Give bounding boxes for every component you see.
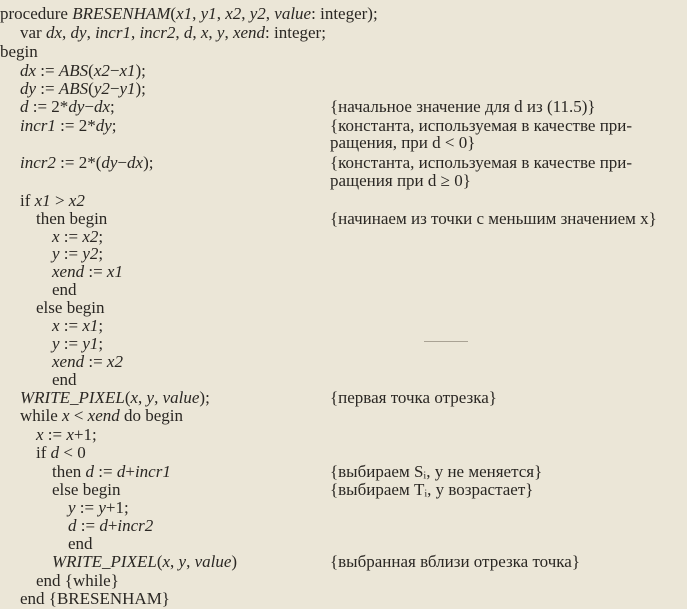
code-text: y := y1; — [52, 334, 104, 353]
code-text: x := x+1; — [36, 425, 97, 444]
code-comment: {начальное значение для d из (11.5)} — [330, 97, 596, 116]
code-text: end {BRESENHAM} — [20, 589, 170, 608]
code-line — [0, 244, 687, 264]
code-text: WRITE_PIXEL(x, y, value); — [20, 388, 210, 407]
code-line — [0, 316, 687, 336]
code-line — [0, 352, 687, 372]
code-text: procedure BRESENHAM(x1, y1, x2, y2, value: integer); — [0, 4, 378, 23]
code-text: if d < 0 — [36, 443, 86, 462]
code-line — [0, 153, 687, 173]
code-line — [0, 589, 687, 609]
code-comment: {константа, используемая в качестве при- — [330, 153, 633, 172]
code-text: while x < xend do begin — [20, 406, 184, 425]
code-line — [0, 280, 687, 300]
code-line — [0, 462, 687, 482]
code-comment: {первая точка отрезка} — [330, 388, 497, 407]
code-line — [0, 97, 687, 117]
code-text: end — [68, 534, 93, 553]
code-text: y := y+1; — [68, 498, 129, 517]
code-comment: {начинаем из точки с меньшим значением x} — [330, 209, 657, 228]
code-text: end — [52, 280, 77, 299]
code-line — [0, 171, 687, 191]
code-line — [0, 42, 687, 62]
code-text: end {while} — [36, 571, 119, 590]
code-line — [0, 262, 687, 282]
code-line — [0, 191, 687, 211]
code-text: begin — [0, 42, 38, 61]
code-text: d := d+incr2 — [68, 516, 154, 535]
code-text: dx := ABS(x2−x1); — [20, 61, 146, 80]
code-line — [0, 480, 687, 500]
code-line — [0, 370, 687, 390]
code-line — [0, 516, 687, 536]
code-text: incr1 := 2*dy; — [20, 116, 117, 135]
code-line — [0, 79, 687, 99]
code-line — [0, 4, 687, 24]
code-line — [0, 406, 687, 426]
code-text: end — [52, 370, 77, 389]
code-line — [0, 534, 687, 554]
code-line — [0, 571, 687, 591]
code-text: xend := x1 — [52, 262, 123, 281]
code-line — [0, 23, 687, 43]
code-text: then begin — [36, 209, 108, 228]
code-comment: ращения при d ≥ 0} — [330, 171, 471, 190]
code-comment: ращения, при d < 0} — [330, 133, 476, 152]
code-text: if x1 > x2 — [20, 191, 85, 210]
code-text: y := y2; — [52, 244, 104, 263]
code-comment: {константа, используемая в качестве при- — [330, 116, 633, 135]
code-line — [0, 498, 687, 518]
code-comment: {выбираем Tᵢ, y возрастает} — [330, 480, 534, 499]
code-line — [0, 388, 687, 408]
code-line — [0, 443, 687, 463]
code-line — [0, 552, 687, 572]
code-text: dy := ABS(y2−y1); — [20, 79, 146, 98]
code-text: else begin — [52, 480, 121, 499]
code-text: WRITE_PIXEL(x, y, value) — [52, 552, 238, 571]
code-text: incr2 := 2*(dy−dx); — [20, 153, 154, 172]
code-line — [0, 334, 687, 354]
code-text: else begin — [36, 298, 105, 317]
code-text: d := 2*dy−dx; — [20, 97, 115, 116]
code-text: x := x2; — [52, 227, 104, 246]
code-text: x := x1; — [52, 316, 104, 335]
code-text: var dx, dy, incr1, incr2, d, x, y, xend: integer; — [20, 23, 326, 42]
code-line — [0, 209, 687, 229]
code-comment: {выбираем Sᵢ, y не меняется} — [330, 462, 543, 481]
code-line — [0, 298, 687, 318]
code-text: xend := x2 — [52, 352, 123, 371]
code-line — [0, 425, 687, 445]
code-text: then d := d+incr1 — [52, 462, 171, 481]
code-line — [0, 61, 687, 81]
code-line — [0, 133, 687, 153]
code-comment: {выбранная вблизи отрезка точка} — [330, 552, 580, 571]
